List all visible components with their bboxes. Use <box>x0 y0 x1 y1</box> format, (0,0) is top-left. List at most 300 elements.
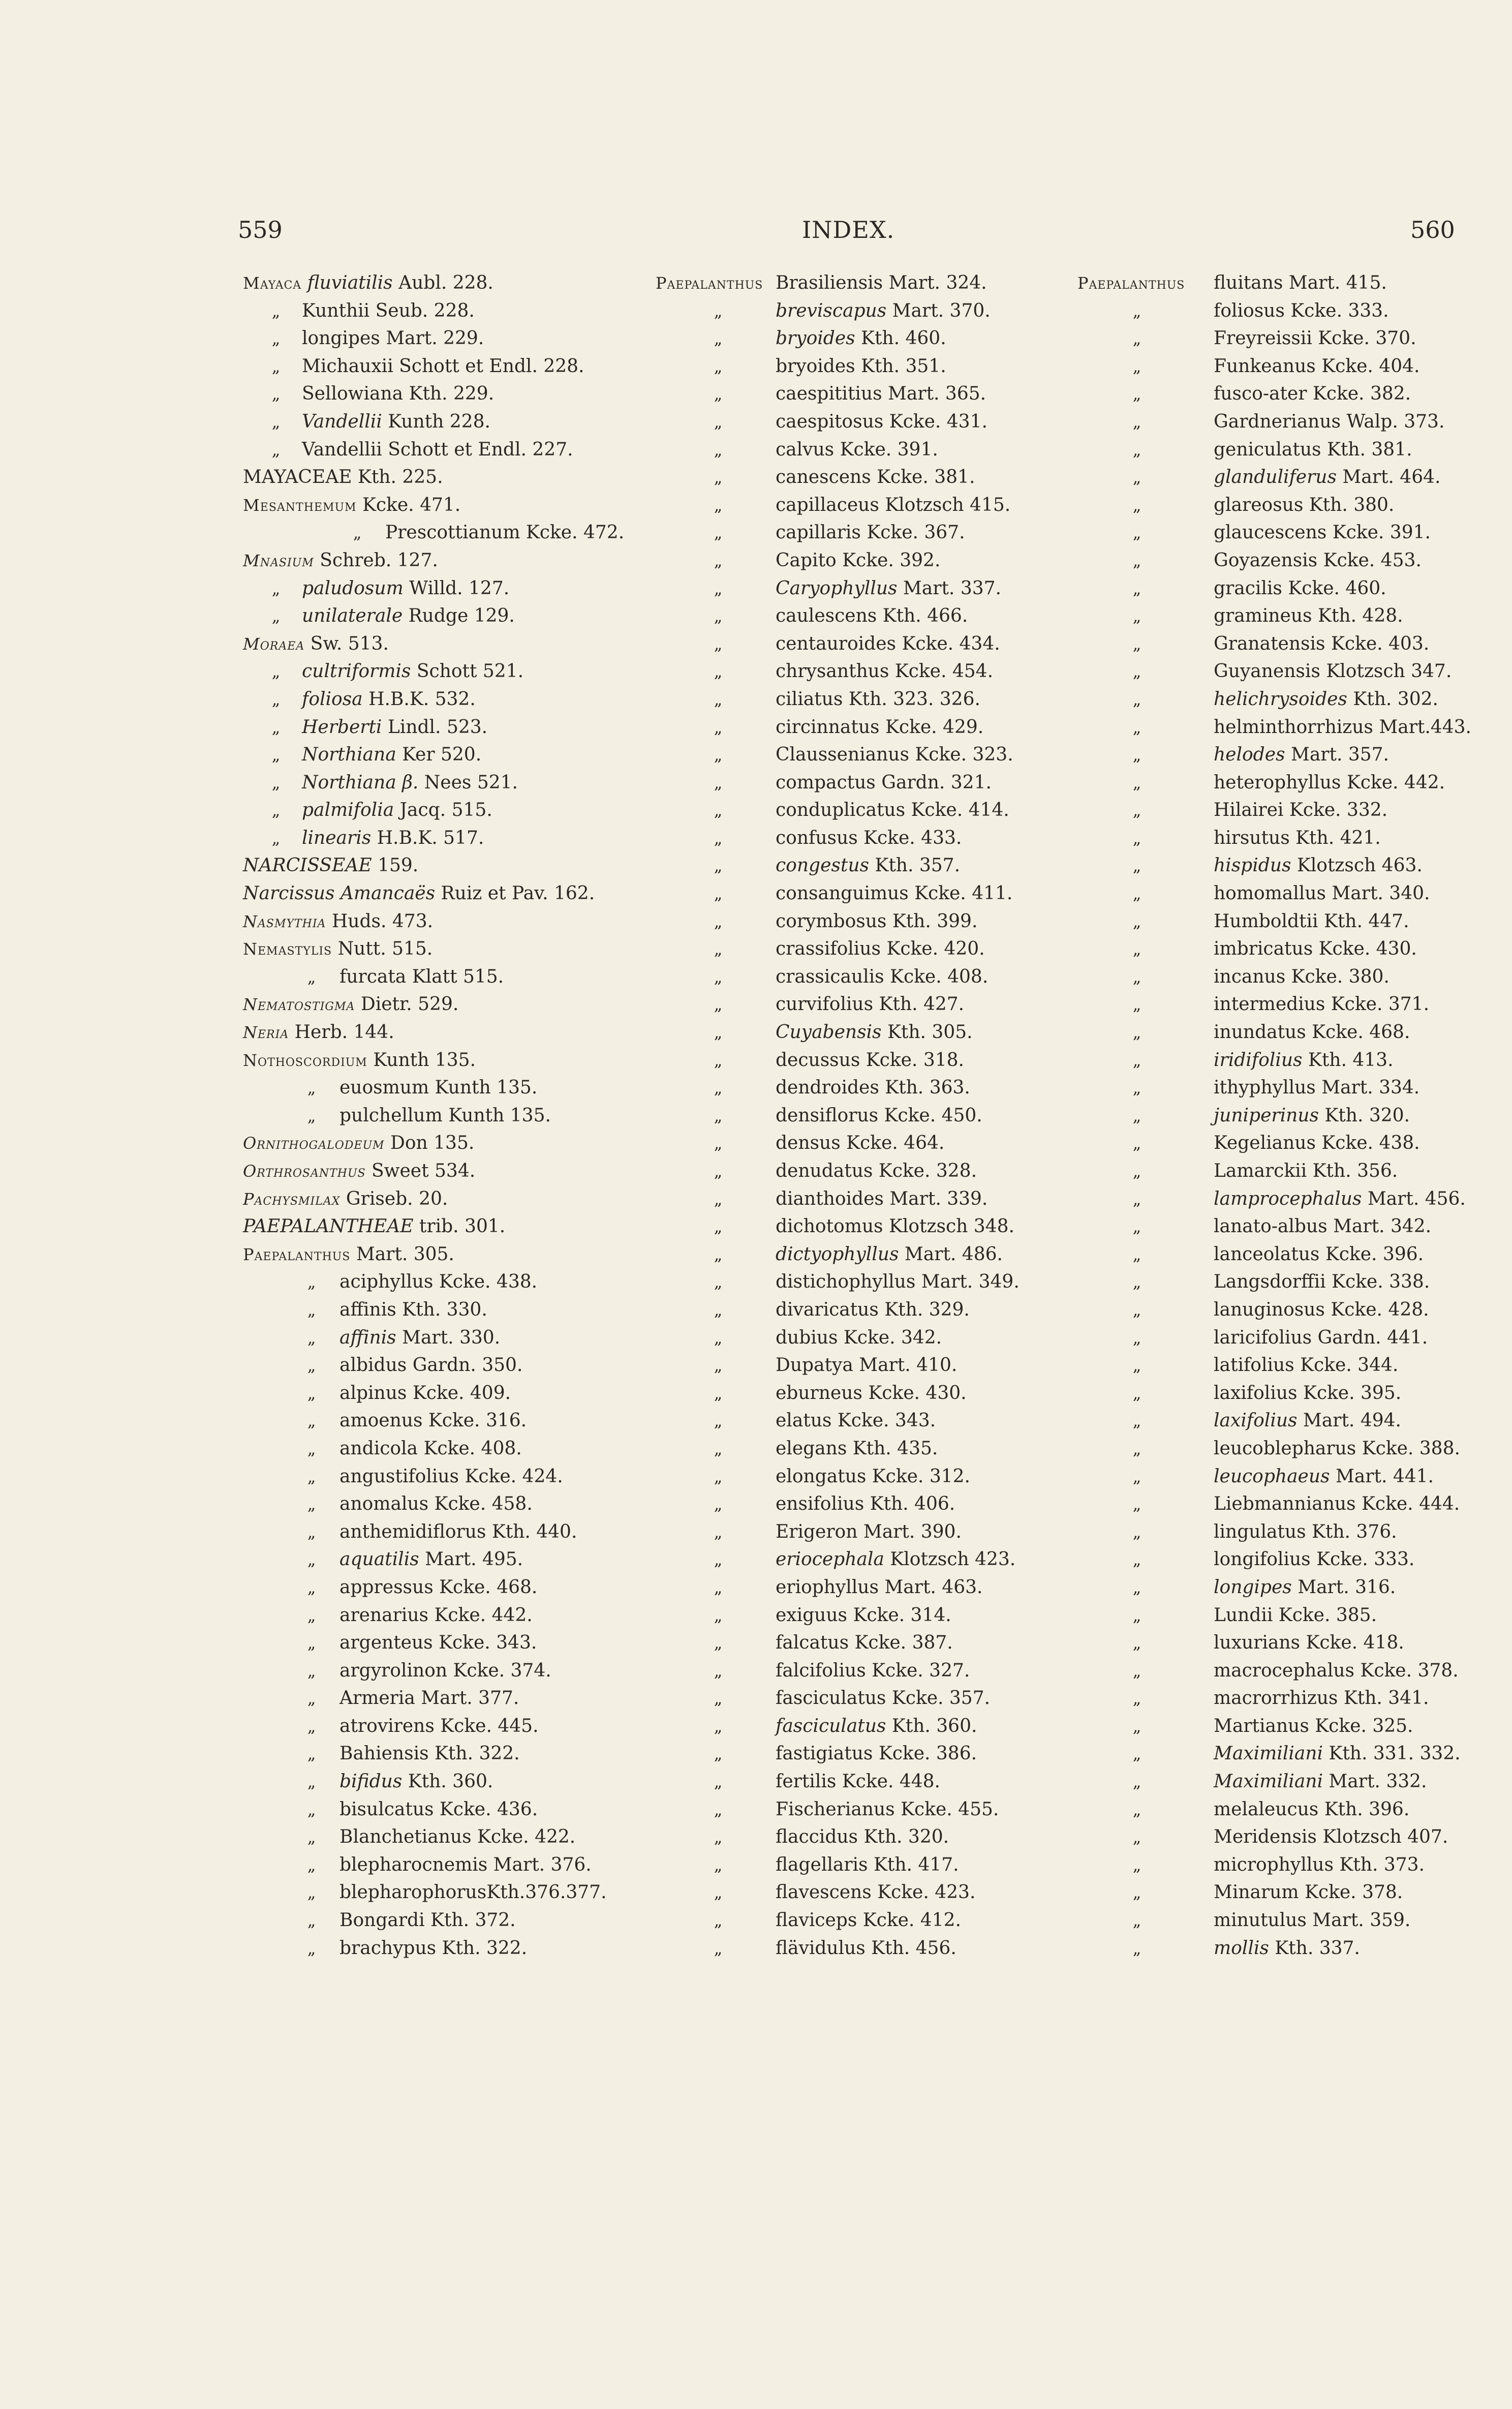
index-entry <box>656 1047 1052 1075</box>
authority: Mart. 359. <box>1306 1910 1411 1931</box>
ditto-mark: „ <box>1132 384 1141 404</box>
entry-text <box>1214 1074 1420 1102</box>
species-name: inundatus <box>1214 1022 1306 1043</box>
authority: Dietr. 529. <box>360 994 459 1015</box>
index-entry <box>243 408 639 436</box>
entry-text <box>1214 908 1409 936</box>
entry-text <box>1214 935 1417 963</box>
ditto-mark: „ <box>1132 1661 1141 1681</box>
authority: Kcke. 327. <box>866 1660 970 1681</box>
species-name: Funkeanus <box>1214 355 1316 377</box>
index-entry <box>243 519 639 547</box>
species-name: decussus <box>776 1049 860 1071</box>
ditto-mark: „ <box>714 1356 723 1376</box>
authority: Kcke. 448. <box>836 1771 940 1792</box>
index-entry <box>656 1463 1052 1491</box>
authority: Kth. 331. 332. <box>1322 1743 1461 1764</box>
index-entry <box>243 1768 639 1796</box>
entry-text <box>776 908 977 936</box>
authority: Ker 520. <box>396 744 482 766</box>
entry-text <box>776 1019 973 1047</box>
authority: Kcke. 409. <box>407 1382 511 1404</box>
index-entry <box>656 1407 1052 1435</box>
authority: Seub. 228. <box>369 300 475 321</box>
index-entry <box>656 1935 1052 1963</box>
entry-text <box>776 297 991 325</box>
ditto-mark: „ <box>1132 1855 1141 1875</box>
species-name: Northiana <box>302 744 396 766</box>
index-entry <box>243 1463 639 1491</box>
entry-text <box>1214 1518 1397 1546</box>
ditto-mark: „ <box>714 578 723 598</box>
ditto-mark: „ <box>1132 1495 1141 1514</box>
entry-text <box>1214 602 1403 630</box>
authority: Kth. 351. <box>855 355 946 377</box>
ditto-mark: „ <box>714 1411 723 1431</box>
entry-text <box>776 852 960 880</box>
authority: Mart. 305. <box>356 1243 454 1265</box>
index-entry <box>1077 436 1479 464</box>
species-name: foliosus <box>1214 300 1285 321</box>
species-name: Maximiliani <box>1214 1743 1323 1764</box>
index-entry <box>1077 1602 1479 1630</box>
entry-text <box>1214 825 1381 852</box>
species-name: bisulcatus <box>340 1798 434 1820</box>
entry-text <box>1214 797 1387 825</box>
authority: H.B.K. 532. <box>362 688 476 710</box>
index-entry <box>656 1213 1052 1241</box>
species-name: Blanchetianus <box>340 1826 472 1848</box>
species-name: glaucescens <box>1214 522 1327 543</box>
genus-name: Mayaca <box>243 273 302 293</box>
species-name: Granatensis <box>1214 633 1325 654</box>
authority: Huds. 473. <box>331 910 434 932</box>
authority: Kth. 329. <box>878 1299 970 1320</box>
entry-text <box>776 602 968 630</box>
index-entry <box>1077 1574 1479 1602</box>
index-entry <box>1077 575 1479 603</box>
ditto-mark: „ <box>714 1772 723 1792</box>
index-entry <box>656 852 1052 880</box>
index-entry <box>243 1518 639 1546</box>
genus-name: Nemastylis <box>243 939 332 959</box>
index-entry <box>1077 1685 1479 1713</box>
ditto-mark: „ <box>271 412 281 432</box>
species-name: chrysanthus <box>776 661 889 682</box>
authority: Mart. 334. <box>1315 1077 1420 1099</box>
authority: Kcke. 434. <box>896 633 1000 654</box>
authority: Kth. 357. <box>869 855 961 876</box>
authority: Kth. 380. <box>1303 494 1395 515</box>
ditto-mark: „ <box>1132 1689 1141 1709</box>
ditto-mark: „ <box>1132 495 1141 515</box>
genus-name: Nematostigma <box>243 995 355 1015</box>
ditto-mark: „ <box>271 717 281 737</box>
entry-text <box>776 1907 961 1935</box>
species-name: intermedius <box>1214 994 1325 1015</box>
ditto-mark: „ <box>714 1911 723 1931</box>
ditto-mark: „ <box>1132 301 1141 321</box>
species-name: dianthoides <box>776 1188 884 1209</box>
entry-text <box>1214 1851 1425 1879</box>
ditto-mark: „ <box>1132 1244 1141 1264</box>
authority: Sw. 513. <box>310 633 389 654</box>
species-name: imbricatus <box>1214 938 1313 960</box>
authority: Kunth 228. <box>382 411 490 432</box>
index-entry <box>243 1851 639 1879</box>
entry-text <box>776 1546 1015 1574</box>
species-name: calvus <box>776 439 835 460</box>
authority: Mart. 340. <box>1325 883 1430 904</box>
species-name: foliosa <box>302 688 363 710</box>
ditto-mark: „ <box>1132 1189 1141 1209</box>
index-entry <box>656 1740 1052 1768</box>
species-name: PAEPALANTHEAE <box>243 1216 414 1237</box>
species-name: helichrysoides <box>1214 688 1347 710</box>
species-name: anthemidiflorus <box>340 1521 486 1542</box>
species-name: Goyazensis <box>1214 550 1318 571</box>
entry-text <box>776 1518 962 1546</box>
authority: Kcke. 328. <box>873 1161 977 1181</box>
index-entry <box>243 1602 639 1630</box>
authority: Willd. 127. <box>403 577 510 599</box>
authority: Kth. 456. <box>865 1937 956 1959</box>
species-name: dendroides <box>776 1077 879 1099</box>
index-entry <box>1077 825 1479 852</box>
entry-text <box>776 1657 970 1685</box>
index-entry <box>656 464 1052 492</box>
index-entry <box>243 1241 639 1269</box>
entry-text <box>776 519 965 547</box>
index-entry <box>243 1296 639 1324</box>
index-entry <box>656 880 1052 908</box>
ditto-mark: „ <box>714 440 723 460</box>
species-name: elegans <box>776 1438 847 1459</box>
index-entry <box>243 1268 639 1296</box>
index-entry <box>243 1823 639 1851</box>
entry-text <box>776 1602 951 1630</box>
index-entry <box>656 908 1052 936</box>
ditto-mark: „ <box>1132 662 1141 682</box>
index-entry <box>243 658 639 686</box>
authority: Kth. 413. <box>1302 1049 1394 1071</box>
species-name: confusus <box>776 827 858 848</box>
species-name: exiguus <box>776 1604 848 1626</box>
page-number-left: 559 <box>238 216 283 243</box>
index-entry <box>656 380 1052 408</box>
ditto-mark: „ <box>307 1467 316 1486</box>
index-entry <box>656 1907 1052 1935</box>
species-name: alpinus <box>340 1382 407 1404</box>
entry-text <box>776 769 992 797</box>
species-name: lanceolatus <box>1214 1243 1320 1265</box>
index-entry <box>1077 1324 1479 1352</box>
ditto-mark: „ <box>271 578 281 598</box>
authority: Klatt 515. <box>406 966 504 987</box>
entry-text <box>1214 852 1423 880</box>
authority: Kcke. 367. <box>860 522 965 543</box>
ditto-mark: „ <box>714 1023 723 1043</box>
index-entry <box>1077 1185 1479 1213</box>
index-entry <box>656 1380 1052 1408</box>
species-name: Armeria <box>340 1688 415 1709</box>
index-entry <box>243 880 639 908</box>
page-title: INDEX. <box>802 216 895 243</box>
index-entry <box>243 1935 639 1963</box>
authority: Kcke. 408. <box>884 966 989 987</box>
species-name: pulchellum <box>340 1105 443 1126</box>
authority: Kth. 435. <box>847 1438 938 1459</box>
authority: Kcke. 411. <box>908 883 1013 904</box>
index-entry <box>656 297 1052 325</box>
species-name: Maximiliani <box>1214 1771 1323 1792</box>
ditto-mark: „ <box>271 440 281 460</box>
entry-text <box>776 1740 977 1768</box>
ditto-mark: „ <box>1132 1272 1141 1292</box>
entry-text <box>1214 1130 1420 1157</box>
authority: Kcke. 431. <box>883 411 988 432</box>
authority: Kcke. 314. <box>847 1604 951 1626</box>
entry-text <box>776 1629 953 1657</box>
authority: Kcke. 344. <box>1294 1355 1399 1376</box>
ditto-mark: „ <box>307 1689 316 1709</box>
index-entry <box>656 1019 1052 1047</box>
index-entry <box>1077 1463 1479 1491</box>
ditto-mark: „ <box>714 939 723 959</box>
ditto-mark: „ <box>1132 1411 1141 1431</box>
authority: Kth. 460. <box>855 328 946 349</box>
index-entry <box>1077 797 1479 825</box>
index-entry <box>243 1490 639 1518</box>
authority: Kth. 466. <box>877 605 968 627</box>
index-entry <box>243 1435 639 1463</box>
authority: Ruiz et Pav. 162. <box>435 883 595 904</box>
index-entry <box>1077 380 1479 408</box>
index-entry <box>656 1352 1052 1380</box>
entry-text <box>1214 519 1431 547</box>
authority: Kth. 399. <box>886 910 978 932</box>
ditto-mark: „ <box>271 773 281 792</box>
index-entry <box>1077 519 1479 547</box>
authority: Kth. 417. <box>868 1854 959 1875</box>
species-name: helodes <box>1214 744 1285 766</box>
authority: Klotzsch 463. <box>1291 855 1423 876</box>
index-entry <box>1077 297 1479 325</box>
index-entry <box>243 1102 639 1130</box>
ditto-mark: „ <box>1132 1744 1141 1764</box>
index-entry <box>1077 769 1479 797</box>
species-name: affinis <box>340 1327 396 1348</box>
ditto-mark: „ <box>1132 1716 1141 1736</box>
authority: Kcke. 438. <box>1315 1133 1420 1154</box>
index-entry <box>243 1047 639 1075</box>
authority: Gardn. 321. <box>875 772 992 793</box>
ditto-mark: „ <box>307 1356 316 1376</box>
index-entry <box>243 353 639 381</box>
authority: Kcke. 430. <box>862 1382 967 1404</box>
species-name: glareosus <box>1214 494 1304 515</box>
authority: Kcke. 312. <box>866 1466 970 1487</box>
authority: Kth. 322. <box>428 1743 520 1764</box>
ditto-mark: „ <box>714 773 723 792</box>
species-name: leucophaeus <box>1214 1466 1330 1487</box>
index-entry <box>243 1629 639 1657</box>
ditto-mark: „ <box>714 1827 723 1847</box>
species-name: Bahiensis <box>340 1743 429 1764</box>
index-entry <box>1077 1074 1479 1102</box>
ditto-mark: „ <box>307 1078 316 1098</box>
authority: Mart. 337. <box>897 577 1001 599</box>
authority: Kcke. 396. <box>1319 1243 1424 1265</box>
entry-text <box>1214 1796 1409 1824</box>
index-entry <box>1077 935 1479 963</box>
species-name: Herberti <box>302 716 382 738</box>
ditto-mark: „ <box>1132 1883 1141 1903</box>
index-entry <box>243 1907 639 1935</box>
entry-text <box>776 547 940 575</box>
authority: Kth. 363. <box>879 1077 970 1099</box>
index-entry <box>243 575 639 603</box>
species-name: flaccidus <box>776 1826 858 1848</box>
authority: 159. <box>372 855 419 876</box>
authority: Kcke. 454. <box>889 661 994 682</box>
entry-text <box>1214 1713 1413 1741</box>
species-name: angustifolius <box>340 1466 459 1487</box>
authority: Kth. 225. <box>352 467 443 488</box>
species-name: flavescens <box>776 1882 872 1903</box>
authority: Mart. 332. <box>1322 1771 1427 1792</box>
species-name: longifolius <box>1214 1549 1311 1570</box>
index-entry <box>656 1324 1052 1352</box>
index-entry <box>1077 658 1479 686</box>
ditto-mark: „ <box>307 1633 316 1653</box>
species-name: ensifolius <box>776 1493 865 1515</box>
species-name: laxifolius <box>1214 1410 1298 1431</box>
ditto-mark: „ <box>1132 1522 1141 1542</box>
authority: Kcke. 460. <box>1282 577 1386 599</box>
index-entry <box>656 519 1052 547</box>
authority: Kth. 372. <box>424 1910 516 1931</box>
index-entry <box>243 991 639 1019</box>
entry-text <box>1214 1324 1428 1352</box>
index-entry <box>1077 1213 1479 1241</box>
index-entry <box>243 436 639 464</box>
index-entry <box>656 1768 1052 1796</box>
index-entry <box>243 1796 639 1824</box>
entry-text <box>776 269 987 297</box>
entry-text <box>1214 1407 1401 1435</box>
species-name: Lamarckii <box>1214 1161 1307 1181</box>
ditto-mark: „ <box>714 1716 723 1736</box>
ditto-mark: „ <box>714 689 723 709</box>
ditto-mark: „ <box>714 1244 723 1264</box>
index-entry <box>656 1102 1052 1130</box>
ditto-mark: „ <box>1132 1162 1141 1181</box>
entry-text <box>776 1213 1014 1241</box>
species-name: eriocephala <box>776 1549 884 1570</box>
entry-text <box>1214 1629 1404 1657</box>
index-entry <box>1077 1740 1479 1768</box>
ditto-mark: „ <box>307 1661 316 1681</box>
authority: Kcke. 343. <box>433 1632 537 1654</box>
ditto-mark: „ <box>307 1550 316 1570</box>
entry-text <box>776 1241 1003 1269</box>
species-name: Sellowiana <box>302 383 404 405</box>
entry-text <box>776 1435 938 1463</box>
index-entry <box>1077 1435 1479 1463</box>
authority: Kcke. 468. <box>433 1576 538 1598</box>
species-name: elatus <box>776 1410 832 1431</box>
index-entry <box>656 797 1052 825</box>
authority: Kcke. 392. <box>836 550 941 571</box>
authority: Klotzsch 348. <box>883 1216 1014 1237</box>
authority: Herb. 144. <box>294 1022 394 1043</box>
entry-text <box>1214 1380 1401 1408</box>
authority: Kcke. 444. <box>1355 1493 1460 1515</box>
entry-text <box>1214 963 1390 991</box>
ditto-mark: „ <box>714 1272 723 1292</box>
index-entry <box>656 353 1052 381</box>
authority: Mart. 456. <box>1362 1188 1466 1209</box>
index-entry <box>1077 1935 1479 1963</box>
authority: Kth. 373. <box>1333 1854 1425 1875</box>
entry-text <box>776 1130 944 1157</box>
ditto-mark: „ <box>714 911 723 931</box>
authority: Kcke. 388. <box>1356 1438 1460 1459</box>
ditto-mark: „ <box>307 1439 316 1458</box>
authority: Kcke. 418. <box>1300 1632 1404 1654</box>
species-name: blepharophorus <box>340 1882 487 1903</box>
authority: Kcke. 318. <box>860 1049 964 1071</box>
authority: Gardn. 441. <box>1312 1327 1428 1348</box>
species-name: compactus <box>776 772 876 793</box>
species-name: argenteus <box>340 1632 433 1654</box>
ditto-mark: „ <box>1132 329 1141 349</box>
authority: Kcke. 442. <box>428 1604 533 1626</box>
species-name: capillaceus <box>776 494 879 515</box>
authority: Mart. 495. <box>419 1549 523 1570</box>
species-name: anomalus <box>340 1493 429 1515</box>
entry-text <box>1214 575 1386 603</box>
authority: Klotzsch 415. <box>879 494 1011 515</box>
index-entry <box>1077 602 1479 630</box>
authority: Kcke. 472. <box>520 522 625 543</box>
ditto-mark: „ <box>714 1300 723 1320</box>
species-name: andicola <box>340 1438 418 1459</box>
entry-text <box>1214 1435 1460 1463</box>
species-name: gracilis <box>1214 577 1282 599</box>
ditto-mark: „ <box>1132 578 1141 598</box>
index-entry <box>1077 963 1479 991</box>
species-name: geniculatus <box>1214 439 1321 460</box>
authority: Kth. 428. <box>1312 605 1403 627</box>
ditto-mark: „ <box>1132 1439 1141 1458</box>
genus-name: Paepalanthus <box>656 273 763 293</box>
entry-text <box>776 1685 990 1713</box>
ditto-mark: „ <box>307 1383 316 1403</box>
entry-text <box>776 1296 970 1324</box>
entry-text <box>776 1352 957 1380</box>
species-name: laxifolius <box>1214 1382 1298 1404</box>
ditto-mark: „ <box>307 1827 316 1847</box>
authority: Kth. 320. <box>1318 1105 1410 1126</box>
entry-text <box>776 408 988 436</box>
index-entry <box>243 464 639 492</box>
entry-text <box>1214 1213 1431 1241</box>
entry-text <box>1214 1685 1429 1713</box>
ditto-mark: „ <box>1132 1633 1141 1653</box>
ditto-mark: „ <box>714 1550 723 1570</box>
